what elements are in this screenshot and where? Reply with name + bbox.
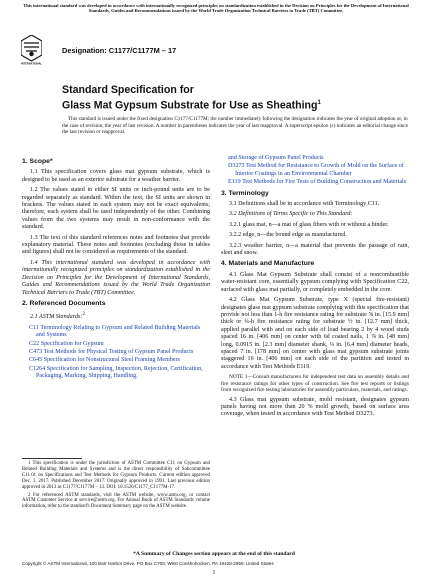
para-1-4: 1.4 This international standard was developed in accordance with internationally recognized principles on standardization established in the Decision on Principles for the Development of International Standards, Guides and Recommendations issued by the World Trade Organization Technical Barriers to Trade (TBT) Committee.	[22, 259, 210, 296]
copyright: Copyright © ASTM International, 100 Barr Harbor Drive, PO Box C700, West Conshohocken, PA 19428-2959. United States	[22, 561, 274, 566]
ref-item[interactable]: C1264 Specification for Sampling, Inspection, Rejection, Certification, Packaging, Marking, Shipping, Handling,	[29, 365, 203, 380]
ref-code: C22	[29, 340, 40, 347]
title-footnote-ref: 1	[317, 100, 321, 106]
para-1-3: 1.3 The text of this standard references notes and footnotes that provide explanatory material. These notes and footnotes (excluding those in tables and figures) shall not be considered as requirements of the standard.	[22, 234, 210, 256]
ref-continuation[interactable]: and Storage of Gypsum Panel Products	[228, 155, 324, 161]
right-column	[221, 155, 409, 422]
footnotes	[22, 461, 210, 512]
designation: Designation: C1177/C1177M – 17	[62, 46, 177, 55]
title-line-1: Standard Specification for	[62, 84, 194, 96]
para-4-2: 4.2 Glass Mat Gypsum Substrate, type X (special fire-resistant) designates glass mat gypsum substrate complying with this specification that provide not less than 1-h fire resistance rating for substrate ⅝ in. [15.9 mm] thick or ¾-h fire resistance rating for substrate ½ in. [12.7 mm] thick, applied parallel with and on each side of load bearing 2 by 4 wood studs spaced 16 in. [406 mm] on center with 6d coated nails, 1 ⅞ in. [48 mm] long, 0.0915 in. [2.3 mm] diameter shank, ¼ in. [6.4 mm] diameter heads, spaced 7 in. [178 mm] on center with glass mat gypsum substrate joints staggered 16 in. [406 mm] on each side of the partition and tested in accordance with Test Methods E119.	[221, 297, 409, 370]
para-3-2-3: 3.2.3 weather barrier, n—a material that prevents the passage of rain, sleet and snow.	[221, 242, 409, 257]
ref-code: D3273	[228, 163, 245, 170]
materials-heading: 4. Materials and Manufacture	[221, 260, 315, 268]
para-3-2: 3.2 Definitions of Terms Specific to This Standard:	[229, 211, 353, 218]
ref-item[interactable]: E119 Test Methods for Fire Tests of Building Construction and Materials	[228, 179, 407, 186]
para-1-2: 1.2 The values stated in either SI units or inch-pound units are to be regarded separately as standard. Within the text, the SI units are shown in brackets. The values stated in each system may not be exact equivalents; therefore, each system shall be used independently of the other. Combining values from the two systems may result in non-conformance with the standard.	[22, 187, 210, 231]
page-number: 1	[212, 570, 216, 576]
para-3-2-2: 3.2.2 edge, n—the bound edge as manufactured.	[229, 232, 347, 239]
document-title	[62, 84, 392, 113]
ref-item[interactable]: C473 Test Methods for Physical Testing of Gypsum Panel Products	[29, 348, 194, 355]
ref-item[interactable]: C11 Terminology Relating to Gypsum and Related Building Materials and Systems	[29, 324, 201, 339]
ref-code: C1264	[29, 365, 46, 372]
note-1: NOTE 1—Consult manufacturers for independent test data on assembly details and fire resistance ratings for other types of construction. See fire test reports or listings from recognized fire testing laboratories for assembly particulars, materials, and ratings.	[221, 374, 409, 394]
footnote-rule	[22, 458, 82, 459]
para-2-1: 2.1 ASTM Standards:$^2$	[30, 311, 85, 321]
para-3-2-1: 3.2.1 glass mat, n—a mat of glass fibers with or without a binder.	[229, 221, 389, 228]
para-3-1: 3.1 Definitions shall be in accordance with Terminology C11.	[229, 201, 380, 208]
para-4-3: 4.3 Glass mat gypsum substrate, mold resistant, designates gypsum panels having not more than 20 % mold growth, based on surface area coverage, when tested in accordance with Test Method D3273.	[221, 396, 409, 418]
terminology-heading: 3. Terminology	[221, 189, 269, 197]
ref-code: C645	[29, 357, 43, 364]
ref-code: C11	[29, 324, 39, 331]
summary-of-changes-note: *A Summary of Changes section appears at the end of this standard	[133, 551, 295, 557]
footnote-2: 2 For referenced ASTM standards, visit the ASTM website, www.astm.org, or contact ASTM Customer Service at service@astm.org. For Annual Book of ASTM Standards volume information, refer to the standard's Document Summary page on the ASTM website.	[22, 492, 210, 510]
referenced-documents-heading: 2. Referenced Documents	[22, 299, 106, 307]
astm-logo	[21, 35, 42, 66]
svg-text:INTERNATIONAL: INTERNATIONAL	[21, 62, 42, 66]
title-line-2: Glass Mat Gypsum Substrate for Use as Sheathing$^1$	[62, 99, 321, 112]
para-1-1: 1.1 This specification covers glass mat gypsum substrate, which is designed to be used as an exterior substrate for a weather barrier.	[22, 169, 210, 183]
ref-item[interactable]: D3273 Test Method for Resistance to Growth of Mold on the Surface of Interior Coatings in an Environmental Chamber	[228, 163, 404, 177]
para-4-1: 4.1 Glass Mat Gypsum Substrate shall consist of a noncombustible water-resistant core, essentially gypsum complying with Specification C22, surfaced with glass mat partially, or completely embedded in the core.	[221, 271, 409, 293]
left-column	[22, 155, 210, 382]
ref-code: C473	[29, 348, 43, 355]
ref-item[interactable]: C22 Specification for Gypsum	[29, 340, 104, 347]
scope-heading: 1. Scope*	[22, 158, 53, 165]
ref-code: E119	[228, 179, 241, 186]
ref-item[interactable]: C645 Specification for Nonstructural Steel Framing Members	[29, 357, 180, 364]
tbt-banner: This international standard was developed in accordance with internationally recognized principles on standardization established in the Decision on Principles for the Development of International Standards, Guides and Recommendations issued by the World Trade Organization Technical Barriers to Trade (TBT) Committee.	[23, 3, 409, 14]
issue-note: This standard is issued under the fixed designation C1177/C1177M; the number immediately following the designation indicates the year of original adoption or, in the case of revision, the year of last revision. A number in parentheses indicates the year of last reapproval. A superscript epsilon (ε) indicates an editorial change since the last revision or reapproval.	[62, 116, 408, 136]
footnote-1: 1 This specification is under the jurisdiction of ASTM Committee C11 on Gypsum and Related Building Materials and Systems and is the direct responsibility of Subcommittee C11.01 on Specifications and Test Methods for Gypsum Products. Current edition approved Dec. 1, 2017. Published December 2017. Originally approved in 1991. Last previous edition approved in 2013 as C1177/C1177M – 13. DOI: 10.1520/C1177_C1177M-17.	[22, 461, 210, 490]
